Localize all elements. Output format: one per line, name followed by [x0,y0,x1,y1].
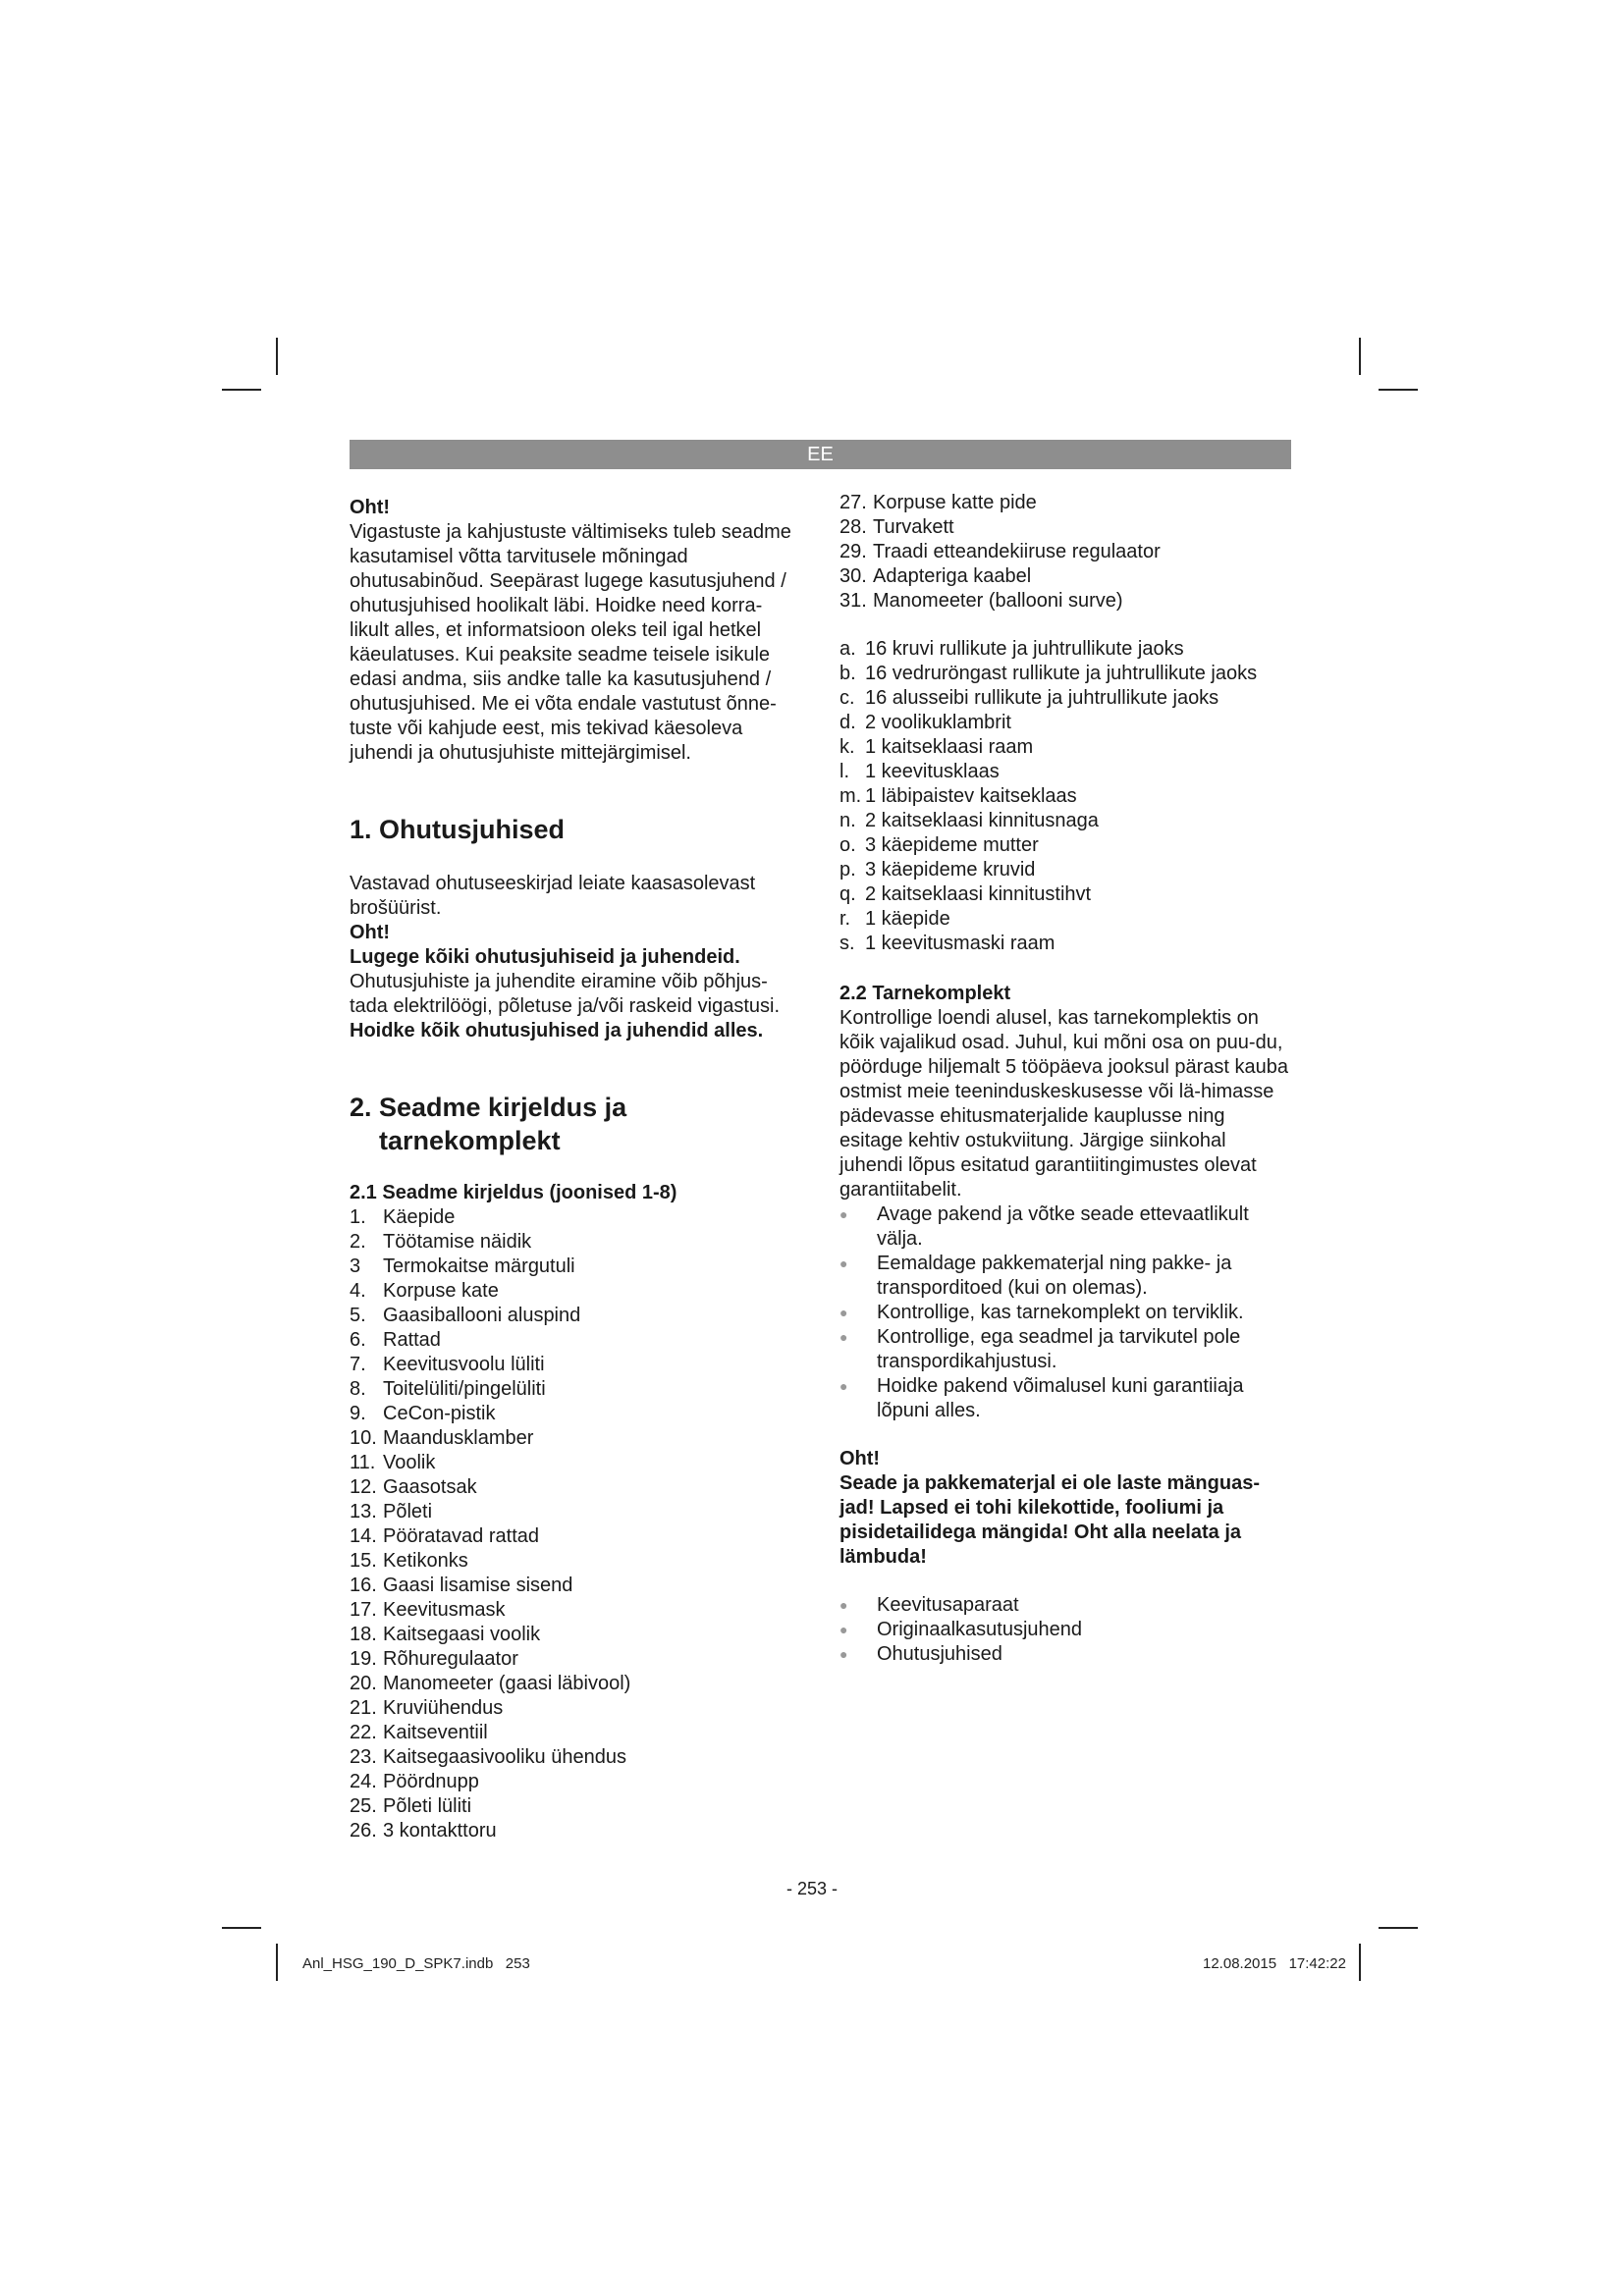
child-warning-title: Oht! [839,1448,881,1469]
list-item-text: 2 kaitseklaasi kinnitustihvt [865,883,1092,905]
part-list-continued [839,491,1291,614]
section-heading-line1: Seadme kirjeldus ja [379,1093,627,1122]
safety-intro: Vastavad ohutuseeskirjad leiate kaasasolevast brošüürist. [350,873,756,919]
list-item-number: 18. [350,1624,377,1645]
list-item-text: 3 käepideme mutter [865,834,1039,856]
list-item-text: Ketikonks [383,1550,468,1572]
part-list-item [350,1770,801,1794]
list-item-number: 27. [839,492,867,513]
list-item-number: 31. [839,590,867,612]
list-item-number: 25. [350,1795,377,1817]
print-date: 12.08.2015 17:42:22 [1203,1955,1346,1972]
list-item-number: k. [839,736,855,758]
list-item-text: Termokaitse märgutuli [383,1255,575,1277]
list-item-number: 12. [350,1476,377,1498]
list-item-text: 1 keevitusklaas [865,761,1000,782]
delivery-text: Kontrollige loendi alusel, kas tarnekomplektis on kõik vajalikud osad. Juhul, kui mõni osa on puu-du, pöörduge hiljemalt 5 tööpäeva jooksul pärast kauba ostmist meie teeninduskeskusesse või lä-himasse pädevasse ehitusmaterjalide kauplusse ning esitage kehtiv ostukviitung. Järgige siinkohal juhendi lõpus esitatud garantiitingimustes olevat garantiitabelit. [839,1007,1288,1201]
list-item-text: Korpuse katte pide [873,492,1037,513]
list-item-text: 1 käepide [865,908,950,930]
part-list-item [350,1598,801,1623]
list-item-text: 3 käepideme kruvid [865,859,1036,881]
list-item-text: Gaasotsak [383,1476,477,1498]
list-item-number: 23. [350,1746,377,1768]
accessory-list-item [839,735,1291,760]
part-list-item [350,1451,801,1475]
page-number: - 253 - [785,1879,839,1898]
package-contents-list [839,1593,1291,1667]
list-item-text: Voolik [383,1452,436,1473]
list-item-text: Keevitusvoolu lüliti [383,1354,545,1375]
list-item-number: 21. [350,1697,377,1719]
list-item-number: r. [839,908,851,930]
list-item-text: Kaitsegaasivooliku ühendus [383,1746,626,1768]
list-item-text: Gaasiballooni aluspind [383,1305,581,1326]
list-item-number: o. [839,834,856,856]
list-item-number: 9. [350,1403,366,1424]
accessory-list-item [839,932,1291,956]
list-item-text: Rõhuregulaator [383,1648,518,1670]
part-list-item [350,1402,801,1426]
safety-bold-keep: Hoidke kõik ohutusjuhised ja juhendid alles. [350,1020,764,1041]
part-list-item [350,1426,801,1451]
left-column [350,496,801,1843]
part-list-item [350,1647,801,1672]
contents-item: ● Ohutusjuhised [839,1642,1291,1667]
accessory-list-item [839,784,1291,809]
safety-bold-read: Lugege kõiki ohutusjuhiseid ja juhendeid. [350,946,740,968]
part-list-item [350,1475,801,1500]
crop-mark [1379,1927,1418,1929]
part-list-item [839,515,1291,540]
list-item-number: b. [839,663,856,684]
section-number: 2. [350,1093,372,1122]
list-item-text: Pöördnupp [383,1771,479,1792]
list-item-number: 11. [350,1452,376,1473]
file-name: Anl_HSG_190_D_SPK7.indb 253 [302,1955,530,1972]
list-item-number: 3 [350,1255,361,1277]
list-item-number: m. [839,785,862,807]
crop-mark [276,338,278,375]
part-list-item [350,1205,801,1230]
crop-mark [222,389,261,391]
checklist-item: ● Kontrollige, kas tarnekomplekt on terviklik. [839,1301,1291,1325]
list-item-text: Adapteriga kaabel [873,565,1032,587]
list-item-text: Turvakett [873,516,954,538]
language-header-bar [350,440,1291,469]
list-item-number: c. [839,687,855,709]
section-heading-safety: 1. Ohutusjuhised [350,815,566,844]
part-list-item [350,1255,801,1279]
part-list-item [350,1230,801,1255]
list-item-number: 28. [839,516,867,538]
list-item-number: a. [839,638,856,660]
list-item-text: Toitelüliti/pingelüliti [383,1378,546,1400]
list-item-number: p. [839,859,856,881]
crop-mark [1359,1944,1361,1981]
list-item-number: d. [839,712,856,733]
part-list-item [350,1721,801,1745]
accessory-list-item [839,686,1291,711]
list-item-number: 30. [839,565,867,587]
list-item-number: 13. [350,1501,377,1522]
part-list-item [350,1279,801,1304]
safety-text: Ohutusjuhiste ja juhendite eiramine võib põhjus-tada elektrilöögi, põletuse ja/või raskeid vigastusi. [350,971,781,1017]
list-item-text: Keevitusmask [383,1599,506,1621]
checklist-item: ● Hoidke pakend võimalusel kuni garantiiaja lõpuni alles. [839,1374,1291,1423]
part-list-item [350,1549,801,1574]
delivery-checklist [839,1202,1291,1423]
section-heading-description [350,1091,801,1157]
part-list-item [350,1500,801,1524]
list-item-number: 16. [350,1575,377,1596]
list-item-number: s. [839,933,855,954]
checklist-item: ● Kontrollige, ega seadmel ja tarvikutel pole transpordikahjustusi. [839,1325,1291,1374]
list-item-text: 3 kontakttoru [383,1820,497,1842]
crop-mark [1379,389,1418,391]
right-column [839,491,1291,1667]
list-item-text: CeCon-pistik [383,1403,496,1424]
list-item-number: n. [839,810,856,831]
part-list-item [839,540,1291,564]
list-item-number: 19. [350,1648,377,1670]
part-list-item [350,1696,801,1721]
part-list-item [350,1524,801,1549]
language-code: EE [807,444,834,465]
list-item-number: 7. [350,1354,366,1375]
list-item-text: Rattad [383,1329,441,1351]
list-item-number: 17. [350,1599,377,1621]
section-heading-line2: tarnekomplekt [379,1126,561,1155]
list-item-text: 1 kaitseklaasi raam [865,736,1034,758]
list-item-number: 14. [350,1525,377,1547]
list-item-number: 15. [350,1550,377,1572]
list-item-text: Kruviühendus [383,1697,504,1719]
list-item-number: 5. [350,1305,366,1326]
child-warning-text: Seade ja pakkematerjal ei ole laste mänguas-jad! Lapsed ei tohi kilekottide, fooliumi ja pisidetailidega mängida! Oht alla neelata ja lämbuda! [839,1472,1260,1568]
list-item-text: 2 kaitseklaasi kinnitusnaga [865,810,1099,831]
list-item-text: Pööratavad rattad [383,1525,539,1547]
part-list-item [350,1623,801,1647]
accessory-list [839,637,1291,956]
list-item-text: 2 voolikuklambrit [865,712,1011,733]
checklist-item: ● Eemaldage pakkematerjal ning pakke- ja transporditoed (kui on olemas). [839,1252,1291,1301]
accessory-list-item [839,637,1291,662]
part-list-item [350,1819,801,1843]
list-item-number: l. [839,761,849,782]
list-item-text: Käepide [383,1206,456,1228]
list-item-text: 1 keevitusmaski raam [865,933,1056,954]
list-item-number: 26. [350,1820,377,1842]
list-item-text: Gaasi lisamise sisend [383,1575,573,1596]
part-list-item [839,491,1291,515]
list-item-number: 1. [350,1206,366,1228]
warning-text: Vigastuste ja kahjustuste vältimiseks tuleb seadme kasutamisel võtta tarvitusele mõningad ohutusabinõud. Seepärast lugege kasutusjuhend / ohutusjuhised hoolikalt läbi. Hoidke need korra-likult alles, et informatsioon oleks teil igal hetkel käeulatuses. Kui peaksite seadme teisele isikule edasi andma, siis andke talle ka kasutusjuhend / ohutusjuhised. Me ei võta endale vastutust õnne-tuste või kahjude eest, mis tekivad käesoleva juhendi ja ohutusjuhiste mittejärgimisel. [350,521,791,764]
accessory-list-item [839,711,1291,735]
safety-warning-title: Oht! [350,922,391,943]
accessory-list-item [839,858,1291,882]
list-item-text: Maandusklamber [383,1427,534,1449]
list-item-number: 24. [350,1771,377,1792]
list-item-text: Manomeeter (ballooni surve) [873,590,1123,612]
subsection-heading-description: 2.1 Seadme kirjeldus (joonised 1-8) [350,1182,677,1203]
part-list-item [350,1794,801,1819]
accessory-list-item [839,809,1291,833]
contents-item: ● Originaalkasutusjuhend [839,1618,1291,1642]
accessory-list-item [839,760,1291,784]
crop-mark [276,1944,278,1981]
list-item-text: Põleti lüliti [383,1795,472,1817]
part-list-item [350,1672,801,1696]
list-item-number: 8. [350,1378,366,1400]
list-item-number: 22. [350,1722,377,1743]
accessory-list-item [839,907,1291,932]
part-list-item [839,564,1291,589]
part-list-item [839,589,1291,614]
list-item-text: Traadi etteandekiiruse regulaator [873,541,1161,562]
list-item-text: 1 läbipaistev kaitseklaas [865,785,1077,807]
subsection-heading-delivery: 2.2 Tarnekomplekt [839,983,1011,1004]
contents-item: ● Keevitusaparaat [839,1593,1291,1618]
list-item-text: Põleti [383,1501,433,1522]
list-item-text: 16 vedruröngast rullikute ja juhtrullikute jaoks [865,663,1258,684]
warning-title: Oht! [350,497,391,518]
accessory-list-item [839,882,1291,907]
list-item-number: 10. [350,1427,377,1449]
list-item-number: 4. [350,1280,366,1302]
list-item-text: Kaitsegaasi voolik [383,1624,541,1645]
list-item-text: 16 alusseibi rullikute ja juhtrullikute jaoks [865,687,1219,709]
list-item-text: Töötamise näidik [383,1231,532,1253]
part-list-item [350,1377,801,1402]
list-item-number: 6. [350,1329,366,1351]
list-item-number: q. [839,883,856,905]
part-list-item [350,1353,801,1377]
list-item-text: 16 kruvi rullikute ja juhtrullikute jaoks [865,638,1184,660]
part-list-item [350,1574,801,1598]
crop-mark [222,1927,261,1929]
part-list-item [350,1745,801,1770]
list-item-text: Korpuse kate [383,1280,499,1302]
list-item-text: Manomeeter (gaasi läbivool) [383,1673,631,1694]
list-item-text: Kaitseventiil [383,1722,488,1743]
crop-mark [1359,338,1361,375]
part-list [350,1205,801,1843]
checklist-item: ● Avage pakend ja võtke seade ettevaatlikult välja. [839,1202,1291,1252]
part-list-item [350,1328,801,1353]
list-item-number: 2. [350,1231,366,1253]
accessory-list-item [839,662,1291,686]
list-item-number: 29. [839,541,867,562]
part-list-item [350,1304,801,1328]
accessory-list-item [839,833,1291,858]
list-item-number: 20. [350,1673,377,1694]
